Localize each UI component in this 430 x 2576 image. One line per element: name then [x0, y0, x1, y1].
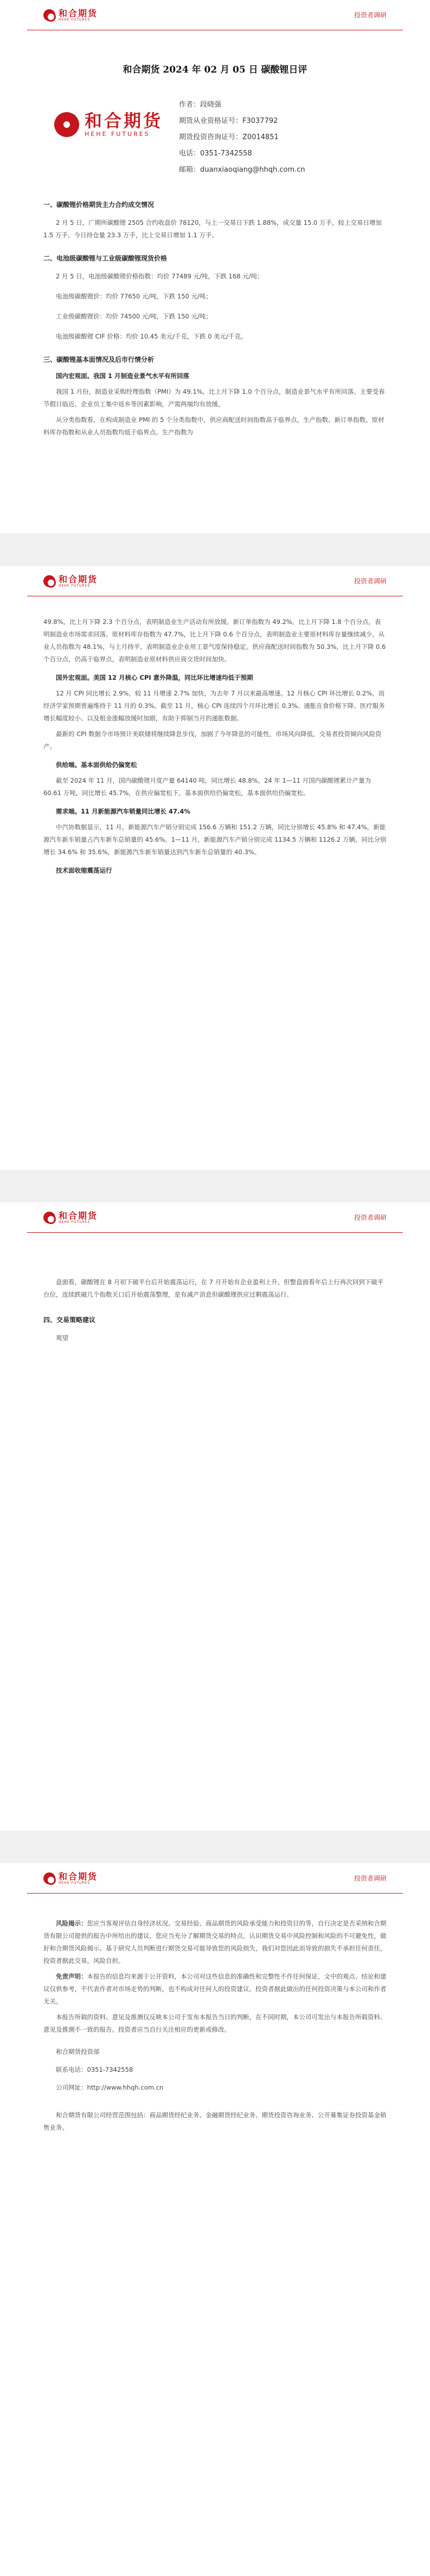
author-name: 作者：段晓强 [179, 101, 222, 109]
report-title: 和合期货 2024 年 02 月 05 日 碳酸锂日评 [123, 64, 307, 75]
paragraph: 盘面看，碳酸锂在 8 月初下破平台后开始震荡运行，在 7 月开始有企业盈利上升，但整盘面看年后上行再次回到下破平台位，连续跌破几个指数关口后开始震荡整理，是有减产消息但碳酸锂供应过剩震荡运行。 [43, 1278, 384, 1298]
logo-icon [43, 575, 55, 587]
page-separator [0, 534, 430, 566]
disclaimer-paragraph: 本报告所载的资料、意见及推测仅反映本公司于发布本报告当日的判断，在不同时期，本公司可发出与本报告所载资料、意见及推测不一致的报告。投资者应当自行关注相应的更新或修改。 [43, 2013, 387, 2033]
price-line: 电池级碳酸锂 CIF 价格：均价 10.45 美元/千克，下跌 0 美元/千克。 [56, 333, 247, 340]
logo-icon [43, 1212, 55, 1224]
author-advisor-license: 期货投资咨询证号：Z0014851 [179, 133, 279, 141]
paragraph: 12 月 CPI 同比增长 2.9%，较 11 月增速 2.7% 加快，为去年 7 月以来最高增速。12 月核心 CPI 环比增长 0.2%，而经济学家预期普遍维持于 11 月的 0.3%。截至 11 月，核心 CPI 连续四个月环比增长 0.3%。通胀在食价格下降、医疗服务增长幅度较小、以及租金涨幅放缓时加剧，有助于抑制当月的通胀数据。 [43, 689, 385, 722]
paragraph: 从分类指数看，在构成制造业 PMI 的 5 个分类指数中，供应商配送时间指数高于临界点，生产指数、新订单指数、原材料库存指数和从业人员指数均低于临界点。生产指数为 [43, 416, 384, 436]
section-heading: 二、电池级碳酸锂与工业级碳酸锂现货价格 [43, 255, 168, 262]
contact-block [43, 2046, 387, 2094]
sub-heading: 供给端。基本面供给仍偏宽松 [56, 761, 137, 769]
header-tag: 投资者调研 [354, 11, 387, 19]
author-info [179, 97, 305, 178]
section-heading: 三、碳酸锂基本面情况及后市行情分析 [43, 356, 155, 363]
paragraph: 49.8%，比上月下降 2.3 个百分点，表明制造业生产活动有所放缓。新订单指数为 49.2%，比上月下降 1.8 个百分点，表明制造业市场需求回落。原材料库存指数为 47.7%，比上月下降 0.6 个百分点，表明制造业主要原材料库存量继续减少。从业人员指数为 48.1%，与上月持平，表明制造业企业用工景气度保持稳定。供应商配送时间指数为 50.3%，比上月下降 0.6 个百分点，仍高于临界点，表明制造业原材料供应商交货时间加快。 [43, 618, 386, 663]
paragraph: 截至 2024 年 11 月，国内碳酸锂月度产量 64140 吨，同比增长 48.8%，24 年 1—11 月国内碳酸锂累计产量为 60.61 万吨，同比增长 45.7%，在供应偏宽松下，基本面供给仍偏宽松，基本面供给仍偏宽松。 [43, 777, 371, 797]
page-header [27, 0, 403, 30]
section-heading: 一、碳酸锂价格期货主力合约成交情况 [43, 201, 155, 209]
page-header [27, 1863, 403, 1894]
page-2 [0, 566, 430, 1170]
brand-logo [43, 1211, 98, 1224]
page-separator [0, 1170, 430, 1202]
author-block [54, 97, 387, 178]
page-separator [0, 1831, 430, 1863]
price-line: 2 月 5 日，电池级碳酸锂价格指数：均价 77489 元/吨，下跌 168 元/吨； [56, 272, 264, 280]
page-4 [0, 1863, 430, 2576]
company-scope: 和合期货有限公司经营范围包括：商品期货经纪业务、金融期货经纪业务、期货投资咨询业务、公开募集证券投资基金销售业务。 [43, 2111, 387, 2131]
brand-logo [43, 9, 98, 22]
price-line: 电池级碳酸锂价：均价 77650 元/吨，下跌 150 元/吨； [56, 292, 212, 300]
risk-title: 风险揭示： [56, 1920, 87, 1927]
brand-name-cn: 和合期货 [59, 8, 98, 18]
header-tag: 投资者调研 [354, 1214, 387, 1221]
brand-name-cn: 和合期货 [59, 1210, 98, 1221]
page-1 [0, 0, 430, 534]
disclaimer-text: 本报告的信息均来源于公开资料，本公司对这些信息的准确性和完整性不作任何保证，文中的观点、结论和建议仅供参考，不代表作者对市场走势的判断，也不构成对任何人的投资建议。投资者据此做出的任何投资决策与本公司和作者无关。 [43, 1973, 387, 2005]
disclaimer-paragraph [43, 1970, 387, 2008]
paragraph: 我国 1 月份，制造业采购经理指数（PMI）为 49.1%，比上月下降 1.0 个百分点，制造业景气水平有所回落。主要受春节假日临近、企业员工集中返乡等因素影响，产需两端均有放缓。 [43, 388, 385, 408]
section-heading: 四、交易策略建议 [43, 1316, 96, 1324]
sub-heading: 国内宏观面。我国 1 月制造业景气水平有所回落 [56, 372, 190, 380]
logo-icon [43, 9, 55, 21]
header-tag: 投资者调研 [354, 1875, 387, 1882]
company-website[interactable]: 公司网址：http://www.hhqh.com.cn [56, 2084, 164, 2091]
contact-phone: 联系电话：0351-7342558 [56, 2066, 133, 2073]
page-3 [0, 1202, 430, 1831]
brand-name-en: HEHE FUTURES [59, 1881, 91, 1885]
author-email: 邮箱：duanxiaoqiang@hhqh.com.cn [179, 166, 305, 174]
page-header [27, 1202, 403, 1233]
logo-icon [43, 1872, 55, 1884]
brand-name-en: HEHE FUTURES [85, 131, 150, 138]
brand-logo [43, 1872, 98, 1885]
brand-logo-large [54, 111, 163, 138]
brand-name-cn: 和合期货 [59, 574, 98, 584]
logo-icon [54, 112, 79, 137]
header-tag: 投资者调研 [354, 577, 387, 585]
brand-name-cn: 和合期货 [59, 1871, 98, 1882]
paragraph: 最新的 CPI 数据令市场预计美联储将继续降息步伐，加剧了今年降息的可能性，市场风向降低，交易者投资倾向风险资产。 [43, 730, 382, 750]
sub-heading: 技术面收缩震荡运行 [56, 867, 112, 874]
contact-department: 和合期货投资部 [56, 2048, 100, 2055]
brand-name-en: HEHE FUTURES [59, 17, 91, 22]
risk-text: 您应当客观评估自身经济状况、交易经验、商品期货的风险承受能力和投资目的等，自行决定是否采纳和合期货有限公司提供的报告中所给出的建议，您应当充分了解期货交易的特点，认识期货交易中风险控制和风险的不可避免性，做好和合期货风险揭示。基于研究人员判断进行期货交易可能导致您的风险损失，我们对您因此而导致的损失不承担任何责任，投资者据此交易，风险自担。 [43, 1920, 387, 1964]
brand-name-en: HEHE FUTURES [59, 583, 91, 588]
disclaimer-title: 免责声明： [56, 1973, 87, 1980]
author-license: 期货从业资格证号：F3037792 [179, 117, 278, 125]
strategy-text: 观望 [56, 1334, 68, 1342]
brand-name-en: HEHE FUTURES [59, 1220, 91, 1224]
page-header [27, 566, 403, 596]
paragraph: 中汽协数据显示，11 月，新能源汽车产销分别完成 156.6 万辆和 151.2 万辆，同比分别增长 45.8% 和 47.4%，新能源汽车新车销量占汽车新车总销量的 45.6%。1—11 月，新能源汽车产销分别完成 1134.5 万辆和 1126.2 万辆，同比分别增长 34.6% 和 35.6%，新能源汽车新车销量达到汽车新车总销量的 40.3%。 [43, 823, 387, 856]
brand-name-cn: 和合期货 [85, 110, 163, 131]
brand-logo [43, 575, 98, 588]
author-phone: 电话：0351-7342558 [179, 149, 252, 158]
paragraph: 2 月 5 日，广期所碳酸锂 2505 合约收盘价 78120，与上一交易日下跌 1.88%，成交量 15.0 万手，较上交易日增加 1.5 万手，今日持仓量 23.3 万手，比上交易日增加 1.1 万手。 [43, 219, 382, 239]
risk-disclosure [43, 1917, 387, 1967]
sub-heading: 需求端。11 月新能源汽车销量同比增长 47.4% [56, 808, 190, 815]
sub-heading: 国外宏观面。美国 12 月核心 CPI 意外降温，同比环比增速均低于预期 [56, 674, 253, 681]
price-line: 工业级碳酸锂价：均价 74500 元/吨，下跌 150 元/吨； [56, 313, 212, 320]
